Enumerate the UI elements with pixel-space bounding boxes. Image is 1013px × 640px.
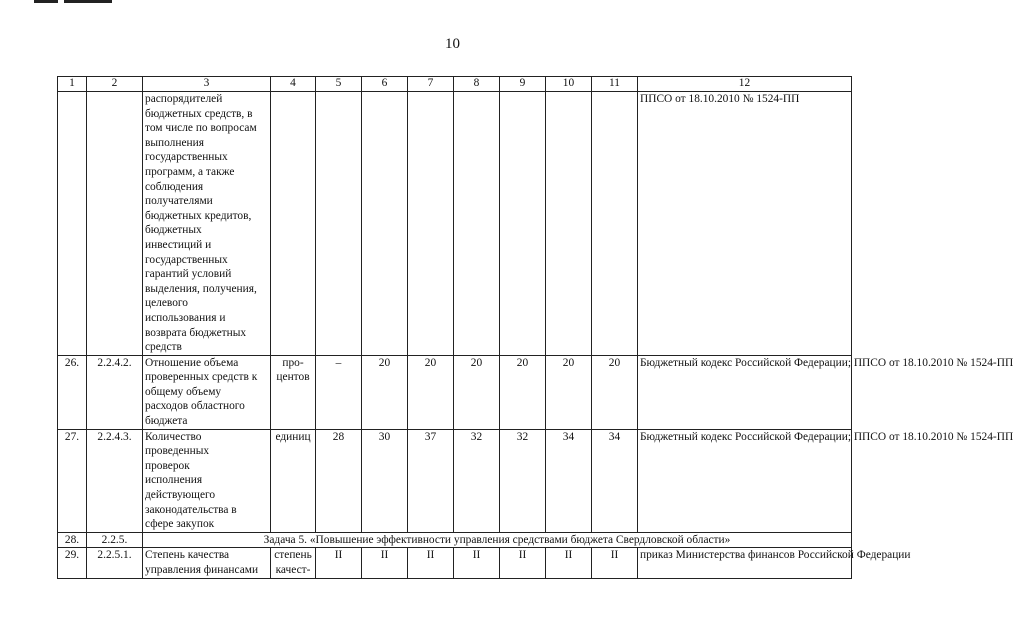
value-2019: II [546,548,592,578]
table-row [58,532,852,548]
value-2019: 20 [546,355,592,429]
task-heading: Задача 5. «Повышение эффективности управления средствами бюджета Свердловской области» [143,532,852,548]
value-2018: II [500,548,546,578]
value-2018: 32 [500,429,546,532]
source-reference: Бюджетный кодекс Российской Федерации; ППСО от 18.10.2010 № 1524-ПП [638,429,852,532]
value-2016: II [408,548,454,578]
value-2014: 28 [316,429,362,532]
value-2018: 20 [500,355,546,429]
column-number-2: 2 [87,77,143,92]
column-number-4: 4 [271,77,316,92]
table-row [58,548,852,578]
value-2020: 20 [592,355,638,429]
item-code: 2.2.4.3. [87,429,143,532]
item-code: 2.2.5.1. [87,548,143,578]
column-number-10: 10 [546,77,592,92]
value-2016: 20 [408,355,454,429]
source-reference: приказ Министерства финансов Российской Федерации [638,548,852,578]
row-number: 28. [58,532,87,548]
unit: про- центов [271,355,316,429]
column-number-8: 8 [454,77,500,92]
unit: степень качест- [271,548,316,578]
table-header-row [58,77,852,92]
column-number-7: 7 [408,77,454,92]
indicator-name: распорядителей бюджетных средств, в том числе по вопросам выполнения государственных программ, а также соблюдения получателями бюджетных кредитов, бюджетных инвестиций и государственных гарантий условий выделения, получения, целевого использования и возврата бюджетных средств [143,92,271,356]
value-2017: II [454,548,500,578]
value-2017: 32 [454,429,500,532]
row-number: 29. [58,548,87,578]
source-reference: ППСО от 18.10.2010 № 1524-ПП [638,92,852,356]
value-2020: 34 [592,429,638,532]
value-2015: 20 [362,355,408,429]
source-reference: Бюджетный кодекс Российской Федерации; ППСО от 18.10.2010 № 1524-ПП [638,355,852,429]
value-2020: II [592,548,638,578]
value-2015: II [362,548,408,578]
column-number-5: 5 [316,77,362,92]
item-code [87,92,143,356]
column-number-12: 12 [638,77,852,92]
value-2016: 37 [408,429,454,532]
value-2014: – [316,355,362,429]
value-2017 [454,92,500,356]
row-number [58,92,87,356]
value-2017: 20 [454,355,500,429]
table-row [58,92,852,356]
table-row [58,429,852,532]
table-row [58,355,852,429]
value-2014: II [316,548,362,578]
page-number: 10 [445,36,460,52]
indicator-name: Отношение объема проверенных средств к общему объему расходов областного бюджета [143,355,271,429]
indicator-table [57,76,1013,579]
row-number: 27. [58,429,87,532]
item-code: 2.2.5. [87,532,143,548]
value-2016 [408,92,454,356]
value-2015: 30 [362,429,408,532]
column-number-3: 3 [143,77,271,92]
value-2019 [546,92,592,356]
value-2014 [316,92,362,356]
value-2018 [500,92,546,356]
column-number-9: 9 [500,77,546,92]
column-number-11: 11 [592,77,638,92]
indicator-name: Степень качества управления финансами [143,548,271,578]
indicator-name: Количество проведенных проверок исполнения действующего законодательства в сфере закупок [143,429,271,532]
value-2015 [362,92,408,356]
unit: единиц [271,429,316,532]
value-2020 [592,92,638,356]
row-number: 26. [58,355,87,429]
column-number-1: 1 [58,77,87,92]
value-2019: 34 [546,429,592,532]
item-code: 2.2.4.2. [87,355,143,429]
column-number-6: 6 [362,77,408,92]
unit [271,92,316,356]
